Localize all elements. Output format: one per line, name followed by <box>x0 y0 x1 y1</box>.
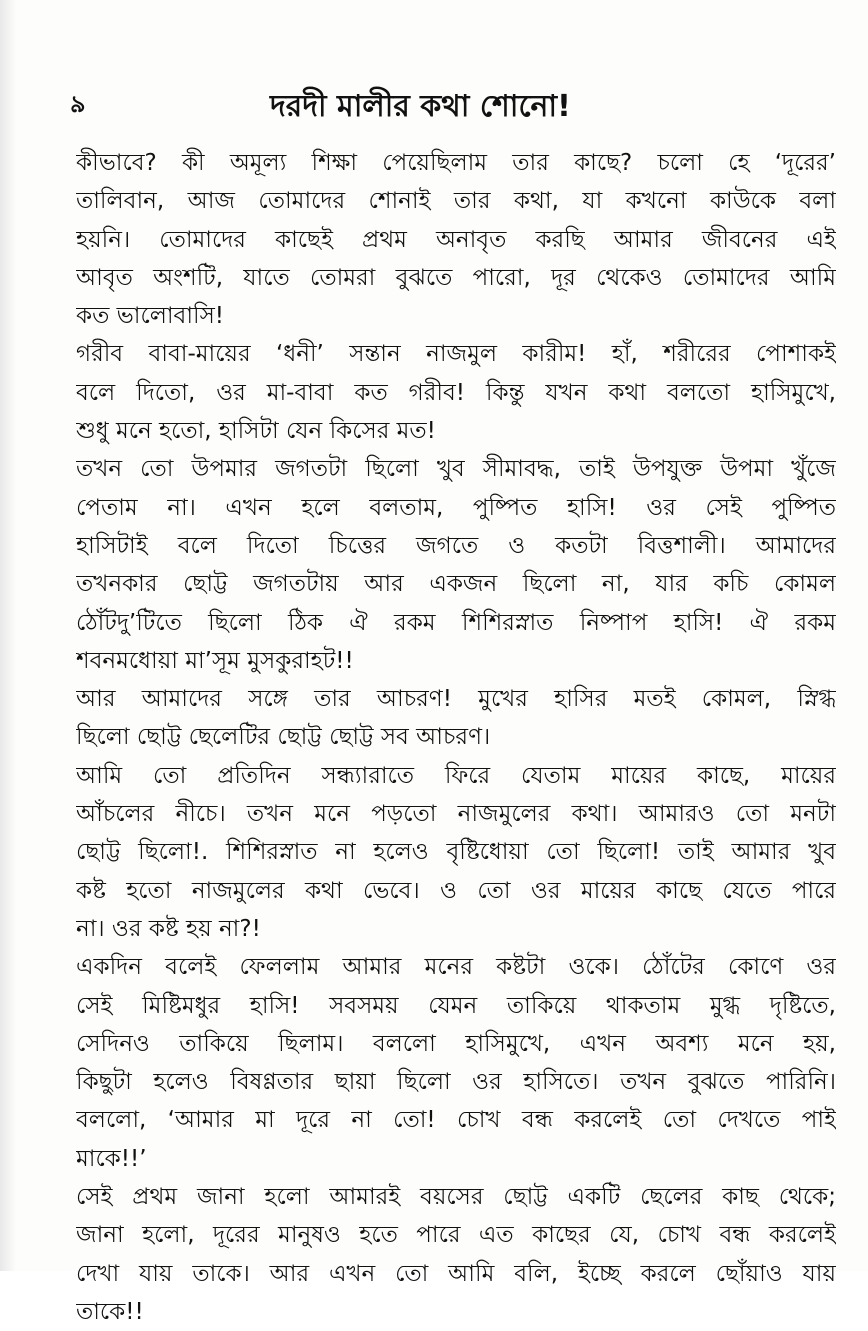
body-text <box>76 144 836 1331</box>
text-line: হাসিটাই বলে দিতো চিত্তের জগতে ও কতটা বিত্তশালী। আমাদের <box>76 532 836 559</box>
page-binding-shadow <box>0 0 16 1271</box>
page-header <box>70 76 830 126</box>
text-line: তাকে!! <box>76 1298 144 1325</box>
text-line: তালিবান, আজ তোমাদের শোনাই তার কথা, যা কখনো কাউকে বলা <box>76 188 836 215</box>
text-line: তখন তো উপমার জগতটা ছিলো খুব সীমাবদ্ধ, তাই উপযুক্ত উপমা খুঁজে <box>76 456 836 483</box>
text-line: বললো, ‘আমার মা দূরে না তো! চোখ বন্ধ করলেই তো দেখতে পাই <box>76 1107 836 1134</box>
text-line: ছোট্ট ছিলো!. শিশিরস্নাত না হলেও বৃষ্টিধোয়া তো ছিলো! তাই আমার খুব <box>76 839 836 866</box>
text-line: কত ভালোবাসি! <box>76 303 224 330</box>
text-line: একদিন বলেই ফেললাম আমার মনের কষ্টটা ওকে। ঠোঁটের কোণে ওর <box>76 954 836 981</box>
text-line: পেতাম না। এখন হলে বলতাম, পুষ্পিত হাসি! ওর সেই পুষ্পিত <box>76 494 836 521</box>
page-number: ৯ <box>70 90 86 118</box>
text-line: শবনমধোয়া মা’সূম মুসকুরাহট!! <box>76 647 354 674</box>
text-line: হয়নি। তোমাদের কাছেই প্রথম অনাবৃত করছি আমার জীবনের এই <box>76 226 836 253</box>
text-line: শুধু মনে হতো, হাসিটা যেন কিসের মত! <box>76 418 436 445</box>
text-line: বলে দিতো, ওর মা-বাবা কত গরীব! কিন্তু যখন কথা বলতো হাসিমুখে, <box>76 379 836 406</box>
text-line: আর আমাদের সঙ্গে তার আচরণ! মুখের হাসির মতই কোমল, স্নিগ্ধ <box>76 686 836 713</box>
text-line: সেই মিষ্টিমধুর হাসি! সবসময় যেমন তাকিয়ে থাকতাম মুগ্ধ দৃষ্টিতে, <box>76 992 836 1019</box>
text-line: জানা হলো, দূরের মানুষও হতে পারে এত কাছের যে, চোখ বন্ধ করলেই <box>76 1222 836 1249</box>
text-line: ছিলো ছোট্ট ছেলেটির ছোট্ট ছোট্ট সব আচরণ। <box>76 724 491 751</box>
text-line: সেই প্রথম জানা হলো আমারই বয়সের ছোট্ট একটি ছেলের কাছ থেকে; <box>76 1184 836 1211</box>
text-line: কীভাবে? কী অমূল্য শিক্ষা পেয়েছিলাম তার কাছে? চলো হে ‘দূরের’ <box>76 150 836 176</box>
text-line: কষ্ট হতো নাজমুলের কথা ভেবে। ও তো ওর মায়ের কাছে যেতে পারে <box>76 877 836 904</box>
text-line: তখনকার ছোট্ট জগতটায় আর একজন ছিলো না, যার কচি কোমল <box>76 571 836 598</box>
text-line: আঁচলের নীচে। তখন মনে পড়তো নাজমুলের কথা। আমারও তো মনটা <box>76 801 836 828</box>
text-line: গরীব বাবা-মায়ের ‘ধনী’ সন্তান নাজমুল কারীম! হাঁ, শরীরের পোশাকই <box>76 341 836 368</box>
text-line: সেদিনও তাকিয়ে ছিলাম। বললো হাসিমুখে, এখন অবশ্য মনে হয়, <box>76 1030 836 1057</box>
text-line: দেখা যায় তাকে। আর এখন তো আমি বলি, ইচ্ছে করলে ছোঁয়াও যায় <box>76 1260 836 1287</box>
running-title: দরদী মালীর কথা শোনো! <box>270 89 571 124</box>
text-line: আমি তো প্রতিদিন সন্ধ্যারাতে ফিরে যেতাম মায়ের কাছে, মায়ের <box>76 762 836 789</box>
text-line: মাকে!!’ <box>76 1145 147 1172</box>
text-line: আবৃত অংশটি, যাতে তোমরা বুঝতে পারো, দূর থেকেও তোমাদের আমি <box>76 264 836 291</box>
text-line: ঠোঁটদু’টিতে ছিলো ঠিক ঐ রকম শিশিরস্নাত নিষ্পাপ হাসি! ঐ রকম <box>76 609 836 636</box>
text-line: না। ওর কষ্ট হয় না?! <box>76 915 261 942</box>
text-line: কিছুটা হলেও বিষণ্ণতার ছায়া ছিলো ওর হাসিতে। তখন বুঝতে পারিনি। <box>76 1069 836 1096</box>
